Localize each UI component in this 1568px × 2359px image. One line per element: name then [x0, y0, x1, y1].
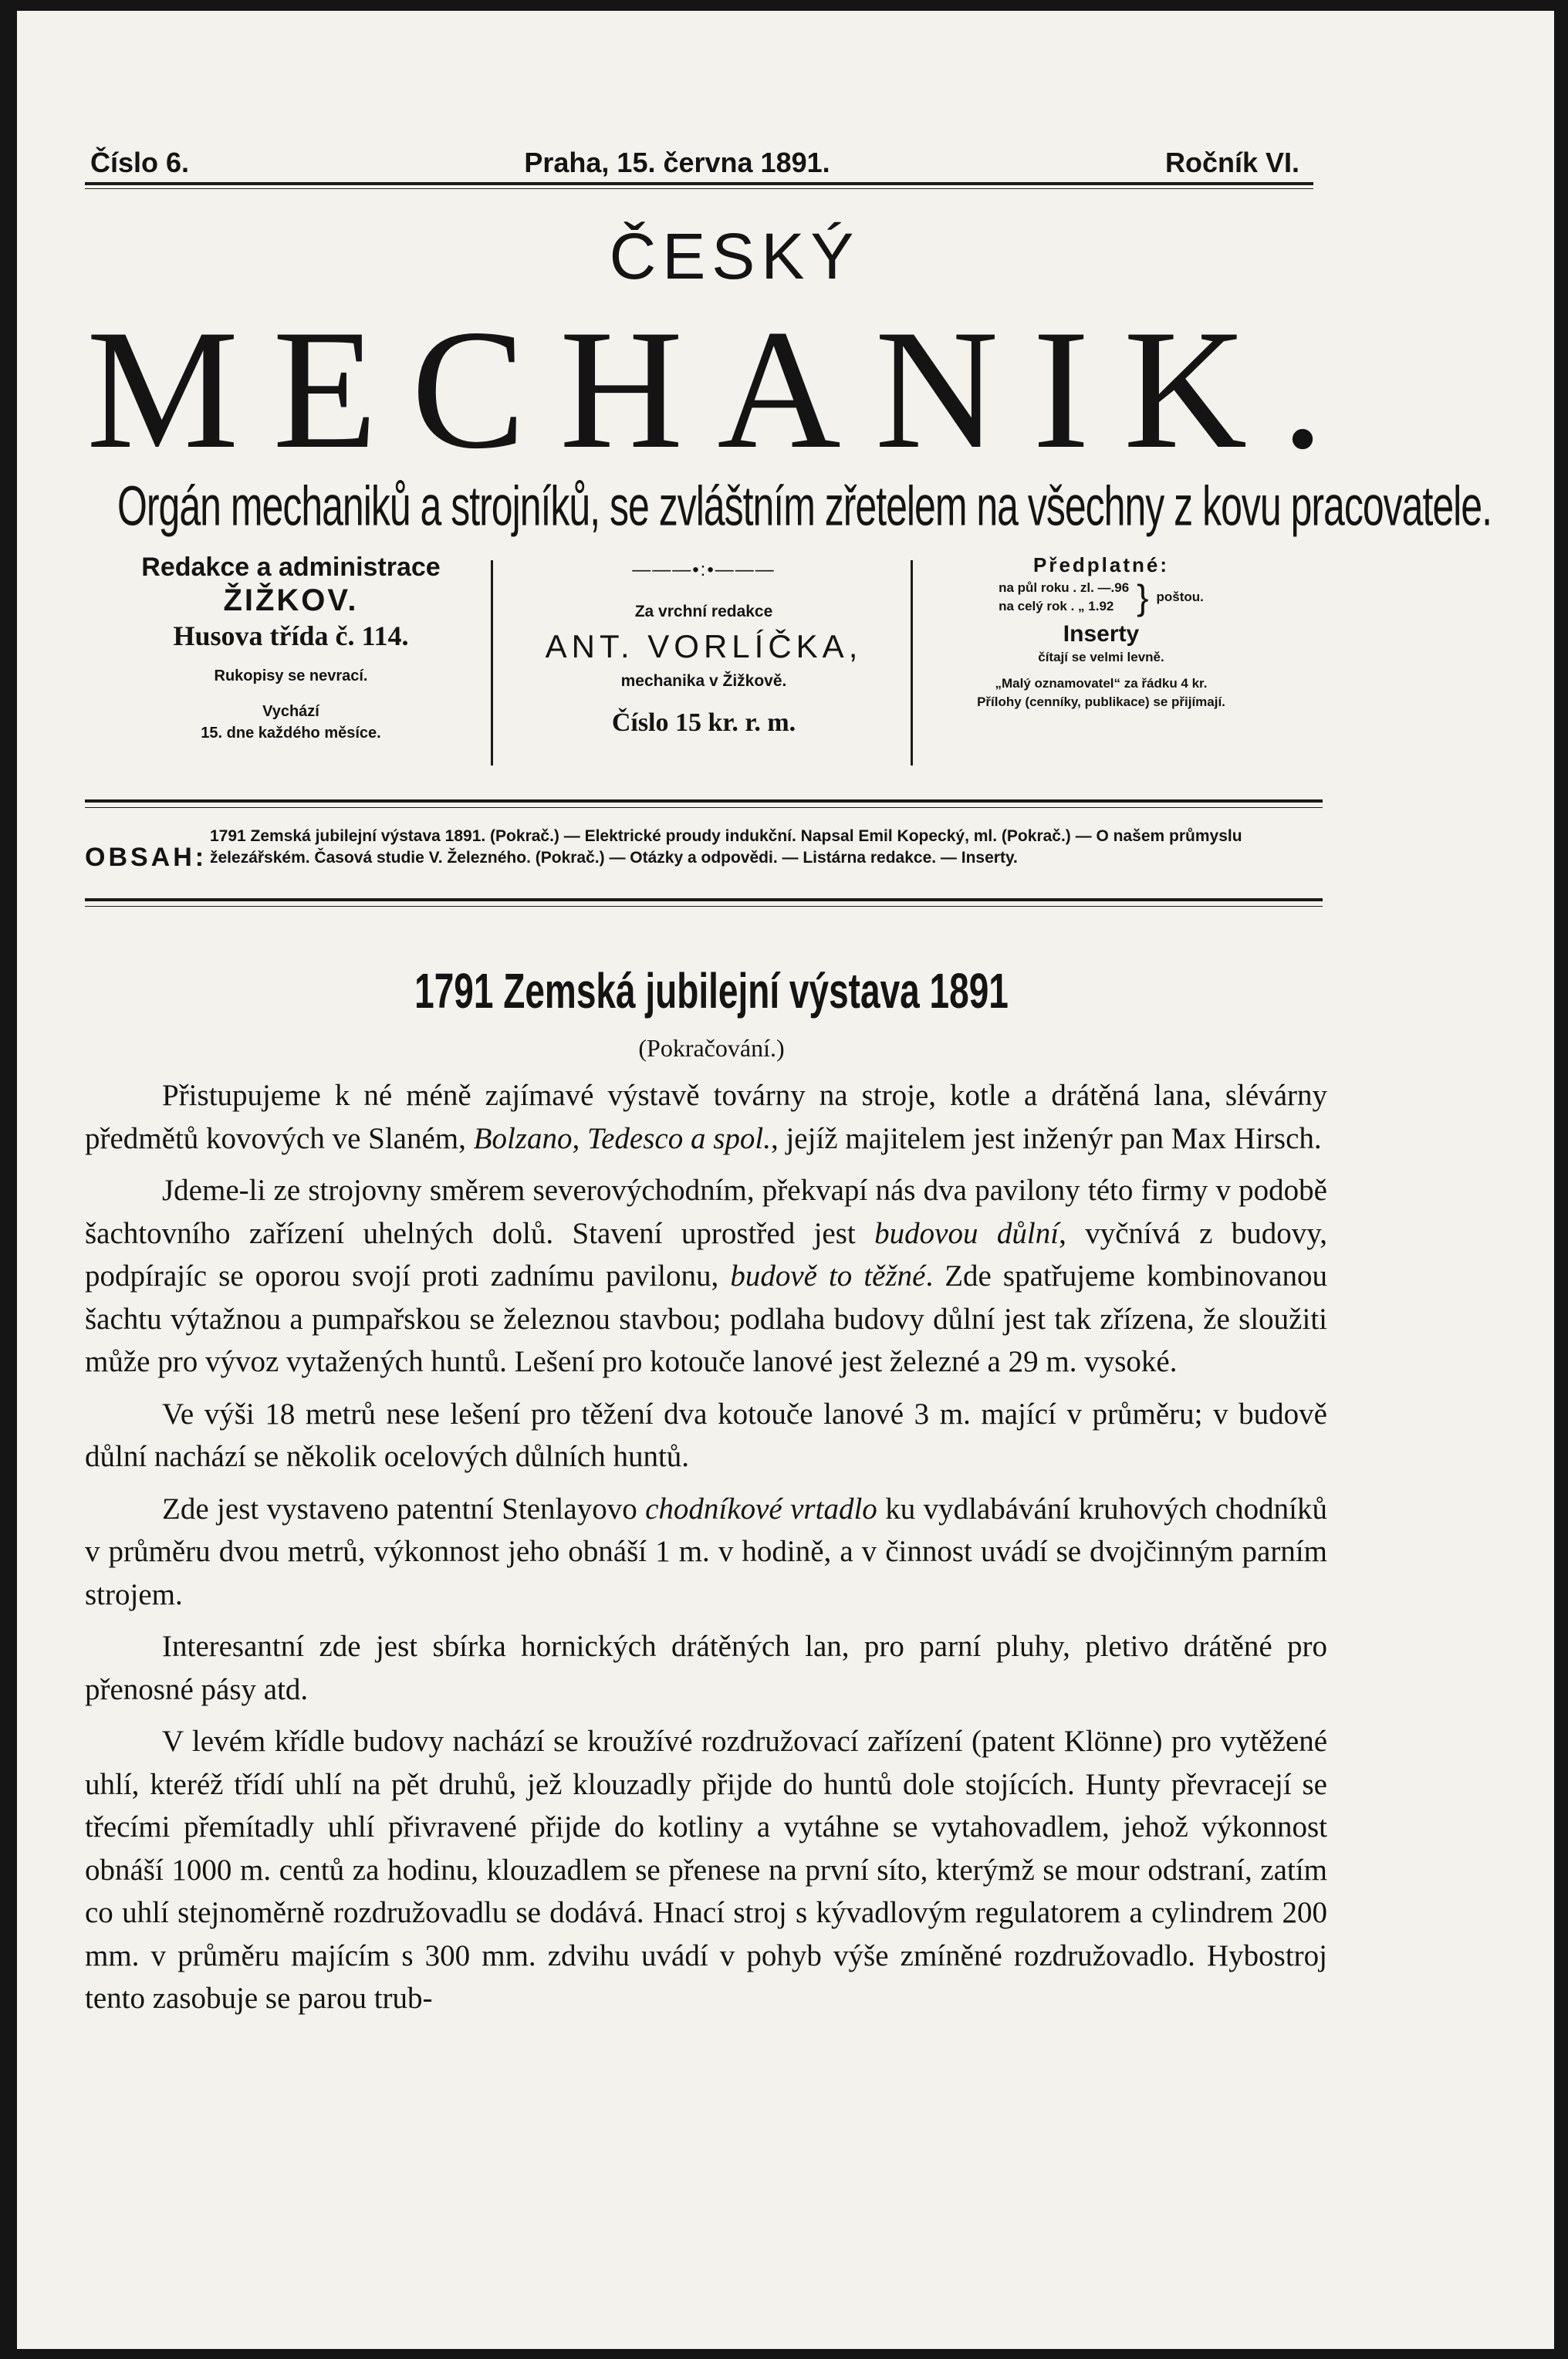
published-schedule: 15. dne každého měsíce.: [201, 725, 381, 742]
half-year-price: na půl roku . zl. —.96: [999, 580, 1130, 595]
volume-number: Ročník VI.: [1164, 147, 1299, 178]
place-name: ŽIŽKOV.: [223, 583, 359, 617]
header-rule-thin: [85, 188, 1313, 189]
editor-column: [495, 551, 912, 742]
newspaper-page: [17, 11, 1554, 2349]
header-rule: [85, 182, 1313, 185]
emphasis: budově to těžné: [730, 1259, 926, 1293]
article-body: [85, 1074, 1327, 2029]
contents-label: OBSAH:: [85, 843, 208, 872]
paragraph: Jdeme-li ze strojovny směrem severovýchodním, překvapí nás dva pavilony této firmy v podobě šachtovního zařízení uhelných dolů. Stavení uprostřed jest budovou důlní, vyčnívá z budovy, podpírajíc se oporou svojí proti zadnímu pavilonu, budově to těžné. Zde spatřujeme kombinovanou šachtu výtažnou a pumpařskou se železnou stavbou; podlaha budovy důlní jest tak zřízena, že sloužiti může pro vývoz vytažených huntů. Lešení pro kotouče lanové jest železné a 29 m. vysoké.: [85, 1174, 1328, 1378]
masthead-title-small: ČESKÝ: [609, 220, 860, 292]
masthead-subtitle: Orgán mechaniků a strojníků, se zvláštním zřetelem na všechny z kovu pracovatele.: [117, 475, 1492, 538]
postal-note: poštou.: [1156, 590, 1204, 604]
small-ads-note: „Malý oznamovatel“ za řádku 4 kr.: [995, 676, 1208, 691]
contents-top-rule: [85, 799, 1323, 803]
full-year-price: na celý rok . „ 1.92: [999, 599, 1114, 613]
paragraph: V levém křídle budovy nachází se kroužívé rozdružovací zařízení (patent Klönne) pro vytěžené uhlí, kteréž třídí uhlí na pět druhů, jež klouzadly přijde do huntů dole stojících. Hunty převracejí se třecími přemítadly uhlí přivravené přijde do kotliny a vytáhne se vytahovadlem, jehož výkonnost obnáší 1000 m. centů za hodinu, klouzadlem se přenese na první síto, kterýmž se mour odstraní, zatím co uhlí stejnoměrně rozdružovadlu se dodává. Hnací stroj s kývadlovým regulatorem a cylindrem 200 mm. v průměru majícím s 300 mm. zdvihu uvádí v pohyb výše zmíněné rozdružovadlo. Hybostroj tento zasobuje se parou trub-: [85, 1725, 1327, 2015]
paragraph: Ve výši 18 metrů nese lešení pro těžení dva kotouče lanové 3 m. mající v průměru; v budově důlní nachází se několik ocelových důlních huntů.: [85, 1397, 1327, 1473]
administration-column: [90, 551, 492, 744]
paragraph: Zde jest vystaveno patentní Stenlayovo chodníkové vrtadlo ku vydlabávání kruhových chodníků v průměru dvou metrů, výkonnost jeho obnáší 1 m. v hodině, a v činnost uvádí se dvojčinným parním strojem.: [85, 1492, 1328, 1611]
contents-text: 1791 Zemská jubilejní výstava 1891. (Pokrač.) — Elektrické proudy indukční. Napsal Emil Kopecký, ml. (Pokrač.) — O našem průmyslu železářském. Časová studie V. Železného. (Pokrač.) — Otázky a odpovědi. — Listárna redakce. — Inserty.: [210, 827, 1242, 867]
editor-label: Za vrchní redakce: [634, 603, 773, 620]
brace-icon: }: [1137, 577, 1149, 617]
street-address: Husova třída č. 114.: [173, 620, 409, 651]
ornament-divider: ———•:•———: [632, 559, 776, 580]
emphasis: budovou důlní: [874, 1216, 1059, 1250]
contents-top-rule-thin: [85, 807, 1323, 808]
article-continued: (Pokračování.): [638, 1034, 785, 1062]
masthead-title: MECHANIK.: [86, 295, 1358, 485]
paragraph: Interesantní zde jest sbírka hornických drátěných lan, pro parní pluhy, pletivo drátěné pro přenosné pásy atd.: [85, 1630, 1327, 1706]
contents-bottom-rule: [85, 898, 1323, 901]
subscription-column: [924, 551, 1279, 711]
published-label: Vychází: [262, 703, 319, 720]
emphasis: chodníkové vrtadlo: [645, 1492, 877, 1526]
column-divider: [911, 560, 913, 765]
subscription-prices: [924, 579, 1279, 616]
inserts-note: čítají se velmi levně.: [1038, 650, 1164, 664]
redakce-label: Redakce a administrace: [141, 553, 441, 582]
issue-price: Číslo 15 kr. r. m.: [611, 708, 796, 737]
firm-name: Bolzano, Tedesco a spol.: [473, 1121, 771, 1155]
inserts-heading: Inserty: [1063, 621, 1140, 647]
editor-role: mechanika v Žižkově.: [620, 672, 787, 690]
issue-date: Praha, 15. června 1891.: [524, 147, 830, 178]
editor-name: ANT. VORLÍČKA,: [545, 628, 863, 664]
subscription-heading: Předplatné:: [1032, 553, 1170, 576]
article-title: 1791 Zemská jubilejní výstava 1891: [414, 962, 1009, 1019]
contents-bottom-rule-thin: [85, 906, 1323, 907]
supplements-note: Přílohy (cenníky, publikace) se přijímají.: [977, 695, 1225, 709]
issue-header: [90, 134, 1299, 179]
column-divider: [491, 560, 493, 765]
issue-number: Číslo 6.: [90, 147, 190, 178]
manuscripts-note: Rukopisy se nevrací.: [214, 667, 368, 684]
paragraph: Přistupujeme k né méně zajímavé výstavě továrny na stroje, kotle a drátěná lana, slévárny předmětů kovových ve Slaném, Bolzano, Tedesco a spol., jejíž majitelem jest inženýr pan Max Hirsch.: [85, 1079, 1327, 1155]
